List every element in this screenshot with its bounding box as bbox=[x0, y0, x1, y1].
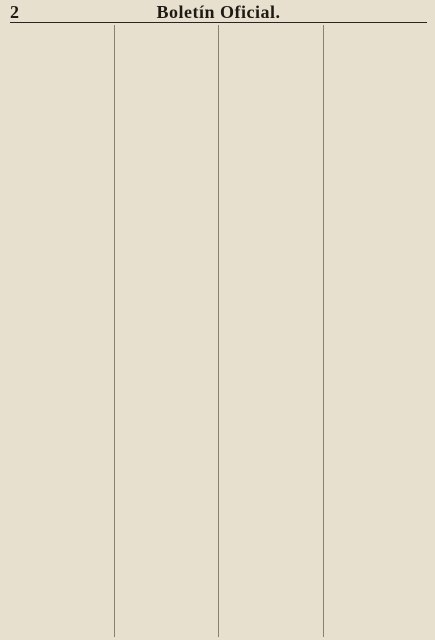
text-columns bbox=[10, 25, 427, 637]
page-header bbox=[10, 2, 427, 23]
column-3 bbox=[218, 25, 323, 637]
page-number: 2 bbox=[10, 1, 19, 22]
masthead-title: Boletín Oficial. bbox=[156, 1, 281, 22]
column-1 bbox=[10, 25, 114, 637]
column-4 bbox=[323, 25, 428, 637]
column-2 bbox=[114, 25, 219, 637]
